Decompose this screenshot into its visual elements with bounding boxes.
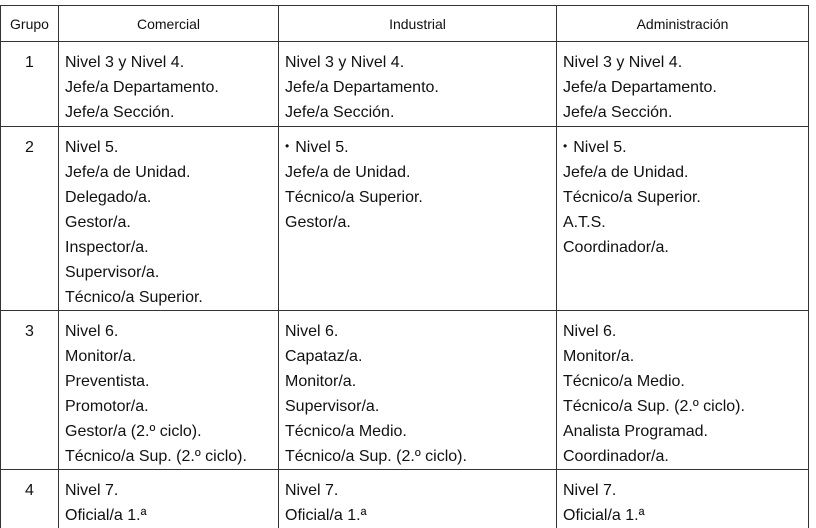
list-item: Monitor/a. bbox=[65, 344, 278, 369]
list-item-text: Nivel 5. bbox=[573, 139, 626, 156]
group-cell bbox=[1, 311, 59, 470]
list-item: Técnico/a Sup. (2.º ciclo). bbox=[65, 444, 278, 469]
comercial-cell bbox=[59, 470, 279, 528]
list-item: Nivel 6. bbox=[285, 319, 556, 344]
group-cell bbox=[1, 470, 59, 528]
industrial-cell bbox=[279, 311, 557, 470]
group-number: 2 bbox=[1, 127, 58, 160]
list-item: A.T.S. bbox=[563, 210, 808, 235]
header-row bbox=[1, 6, 809, 42]
comercial-cell bbox=[59, 311, 279, 470]
list-item: Nivel 6. bbox=[563, 319, 808, 344]
list-item-text: Nivel 5. bbox=[295, 139, 348, 156]
list-item: Nivel 3 y Nivel 4. bbox=[285, 50, 556, 75]
list-item: Jefe/a Sección. bbox=[563, 100, 808, 125]
industrial-cell bbox=[279, 42, 557, 127]
list-item: Técnico/a Medio. bbox=[563, 369, 808, 394]
list-item: Oficial/a 1.ª bbox=[65, 503, 278, 528]
list-item: Oficial/a 1.ª bbox=[563, 503, 808, 528]
list-item bbox=[285, 135, 556, 160]
header-grupo: Grupo bbox=[1, 6, 59, 42]
list-item: Jefe/a de Unidad. bbox=[285, 160, 556, 185]
list-item bbox=[563, 135, 808, 160]
administracion-cell bbox=[557, 127, 809, 311]
list-item: Preventista. bbox=[65, 369, 278, 394]
list-item: Coordinador/a. bbox=[563, 235, 808, 260]
list-item: Jefe/a de Unidad. bbox=[563, 160, 808, 185]
group-cell bbox=[1, 127, 59, 311]
comercial-cell bbox=[59, 127, 279, 311]
list-item: Nivel 5. bbox=[65, 135, 278, 160]
list-item: Técnico/a Superior. bbox=[65, 285, 278, 310]
list-item: Técnico/a Sup. (2.º ciclo). bbox=[285, 444, 556, 469]
list-item: Delegado/a. bbox=[65, 185, 278, 210]
comercial-cell bbox=[59, 42, 279, 127]
group-number: 4 bbox=[1, 470, 58, 503]
group-cell bbox=[1, 42, 59, 127]
list-item: Promotor/a. bbox=[65, 394, 278, 419]
administracion-cell bbox=[557, 42, 809, 127]
list-item: Nivel 7. bbox=[285, 478, 556, 503]
classification-table bbox=[0, 5, 809, 528]
list-item: Jefe/a Sección. bbox=[285, 100, 556, 125]
list-item: Jefe/a Departamento. bbox=[65, 75, 278, 100]
table-row bbox=[1, 42, 809, 127]
list-item: Gestor/a. bbox=[285, 210, 556, 235]
header-administracion: Administración bbox=[557, 6, 809, 42]
list-item: Jefe/a de Unidad. bbox=[65, 160, 278, 185]
list-item: Jefe/a Sección. bbox=[65, 100, 278, 125]
list-item: Jefe/a Departamento. bbox=[285, 75, 556, 100]
list-item: Técnico/a Medio. bbox=[285, 419, 556, 444]
list-item: Coordinador/a. bbox=[563, 444, 808, 469]
industrial-cell bbox=[279, 127, 557, 311]
list-item: Nivel 3 y Nivel 4. bbox=[563, 50, 808, 75]
table-row bbox=[1, 127, 809, 311]
list-item: Monitor/a. bbox=[285, 369, 556, 394]
table-row bbox=[1, 311, 809, 470]
industrial-cell bbox=[279, 470, 557, 528]
header-industrial: Industrial bbox=[279, 6, 557, 42]
list-item: Supervisor/a. bbox=[65, 260, 278, 285]
header-comercial: Comercial bbox=[59, 6, 279, 42]
list-item: Técnico/a Superior. bbox=[285, 185, 556, 210]
list-item: Técnico/a Superior. bbox=[563, 185, 808, 210]
list-item: Inspector/a. bbox=[65, 235, 278, 260]
list-item: Gestor/a. bbox=[65, 210, 278, 235]
list-item: Nivel 7. bbox=[65, 478, 278, 503]
administracion-cell bbox=[557, 470, 809, 528]
list-item: Gestor/a (2.º ciclo). bbox=[65, 419, 278, 444]
list-item: Analista Programad. bbox=[563, 419, 808, 444]
list-item: Nivel 7. bbox=[563, 478, 808, 503]
bullet-icon: • bbox=[563, 139, 567, 153]
list-item: Oficial/a 1.ª bbox=[285, 503, 556, 528]
list-item: Monitor/a. bbox=[563, 344, 808, 369]
list-item: Nivel 3 y Nivel 4. bbox=[65, 50, 278, 75]
list-item: Técnico/a Sup. (2.º ciclo). bbox=[563, 394, 808, 419]
list-item: Jefe/a Departamento. bbox=[563, 75, 808, 100]
list-item: Capataz/a. bbox=[285, 344, 556, 369]
group-number: 1 bbox=[1, 42, 58, 75]
bullet-icon: • bbox=[285, 139, 289, 153]
list-item: Supervisor/a. bbox=[285, 394, 556, 419]
table-row bbox=[1, 470, 809, 528]
group-number: 3 bbox=[1, 311, 58, 344]
administracion-cell bbox=[557, 311, 809, 470]
list-item: Nivel 6. bbox=[65, 319, 278, 344]
